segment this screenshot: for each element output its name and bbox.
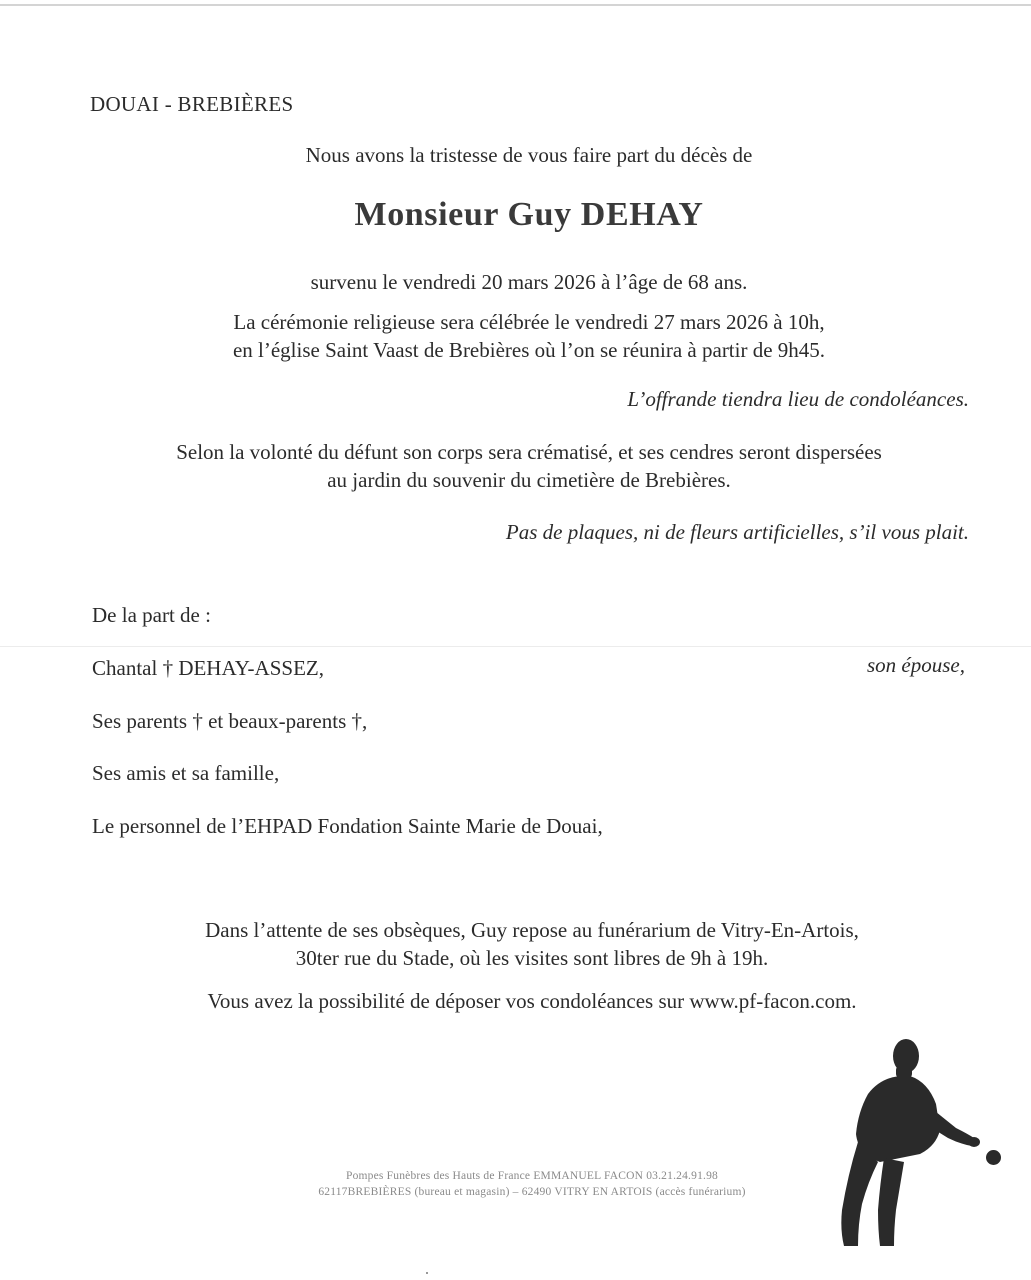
footer-line-1: Pompes Funèbres des Hauts de France EMMANUEL FACON 03.21.24.91.98: [345, 1170, 719, 1182]
scan-speck: [426, 1272, 428, 1274]
funerarium-line-1: Dans l’attente de ses obsèques, Guy repose au funérarium de Vitry-En-Artois,: [205, 918, 859, 942]
family-spouse-role: son épouse,: [867, 653, 965, 677]
funerarium-line-2: 30ter rue du Stade, où les visites sont libres de 9h à 19h.: [295, 946, 769, 970]
no-plaques-note: Pas de plaques, ni de fleurs artificielles, s’il vous plait.: [505, 520, 969, 544]
cremation-line-2: au jardin du souvenir du cimetière de Brebières.: [327, 468, 731, 492]
ceremony-line-1: La cérémonie religieuse sera célébrée le vendredi 27 mars 2026 à 10h,: [233, 310, 825, 334]
family-staff: Le personnel de l’EHPAD Fondation Sainte Marie de Douai,: [92, 814, 603, 838]
family-parents: Ses parents † et beaux-parents †,: [92, 709, 368, 733]
deceased-name: Monsieur Guy DEHAY: [354, 196, 704, 233]
page-top-edge: [0, 4, 1031, 6]
cremation-line-1: Selon la volonté du défunt son corps sera crématisé, et ses cendres seront dispersées: [176, 440, 882, 464]
petanque-player-silhouette-icon: [828, 1034, 1008, 1248]
death-date-line: survenu le vendredi 20 mars 2026 à l’âge de 68 ans.: [310, 270, 748, 294]
location-header: DOUAI - BREBIÈRES: [90, 92, 294, 116]
from-label: De la part de :: [92, 603, 211, 627]
condolences-line: Vous avez la possibilité de déposer vos condoléances sur www.pf-facon.com.: [207, 989, 857, 1013]
petanque-ball-icon: [986, 1150, 1001, 1165]
footer-line-2: 62117BREBIÈRES (bureau et magasin) – 62490 VITRY EN ARTOIS (accès funérarium): [318, 1186, 746, 1198]
announcement-intro: Nous avons la tristesse de vous faire part du décès de: [305, 143, 753, 167]
page-fold-line: [0, 646, 1031, 647]
family-spouse: Chantal † DEHAY-ASSEZ,: [92, 656, 324, 680]
family-friends: Ses amis et sa famille,: [92, 761, 280, 785]
ceremony-line-2: en l’église Saint Vaast de Brebières où l’on se réunira à partir de 9h45.: [232, 338, 826, 362]
offrande-note: L’offrande tiendra lieu de condoléances.: [627, 387, 969, 411]
